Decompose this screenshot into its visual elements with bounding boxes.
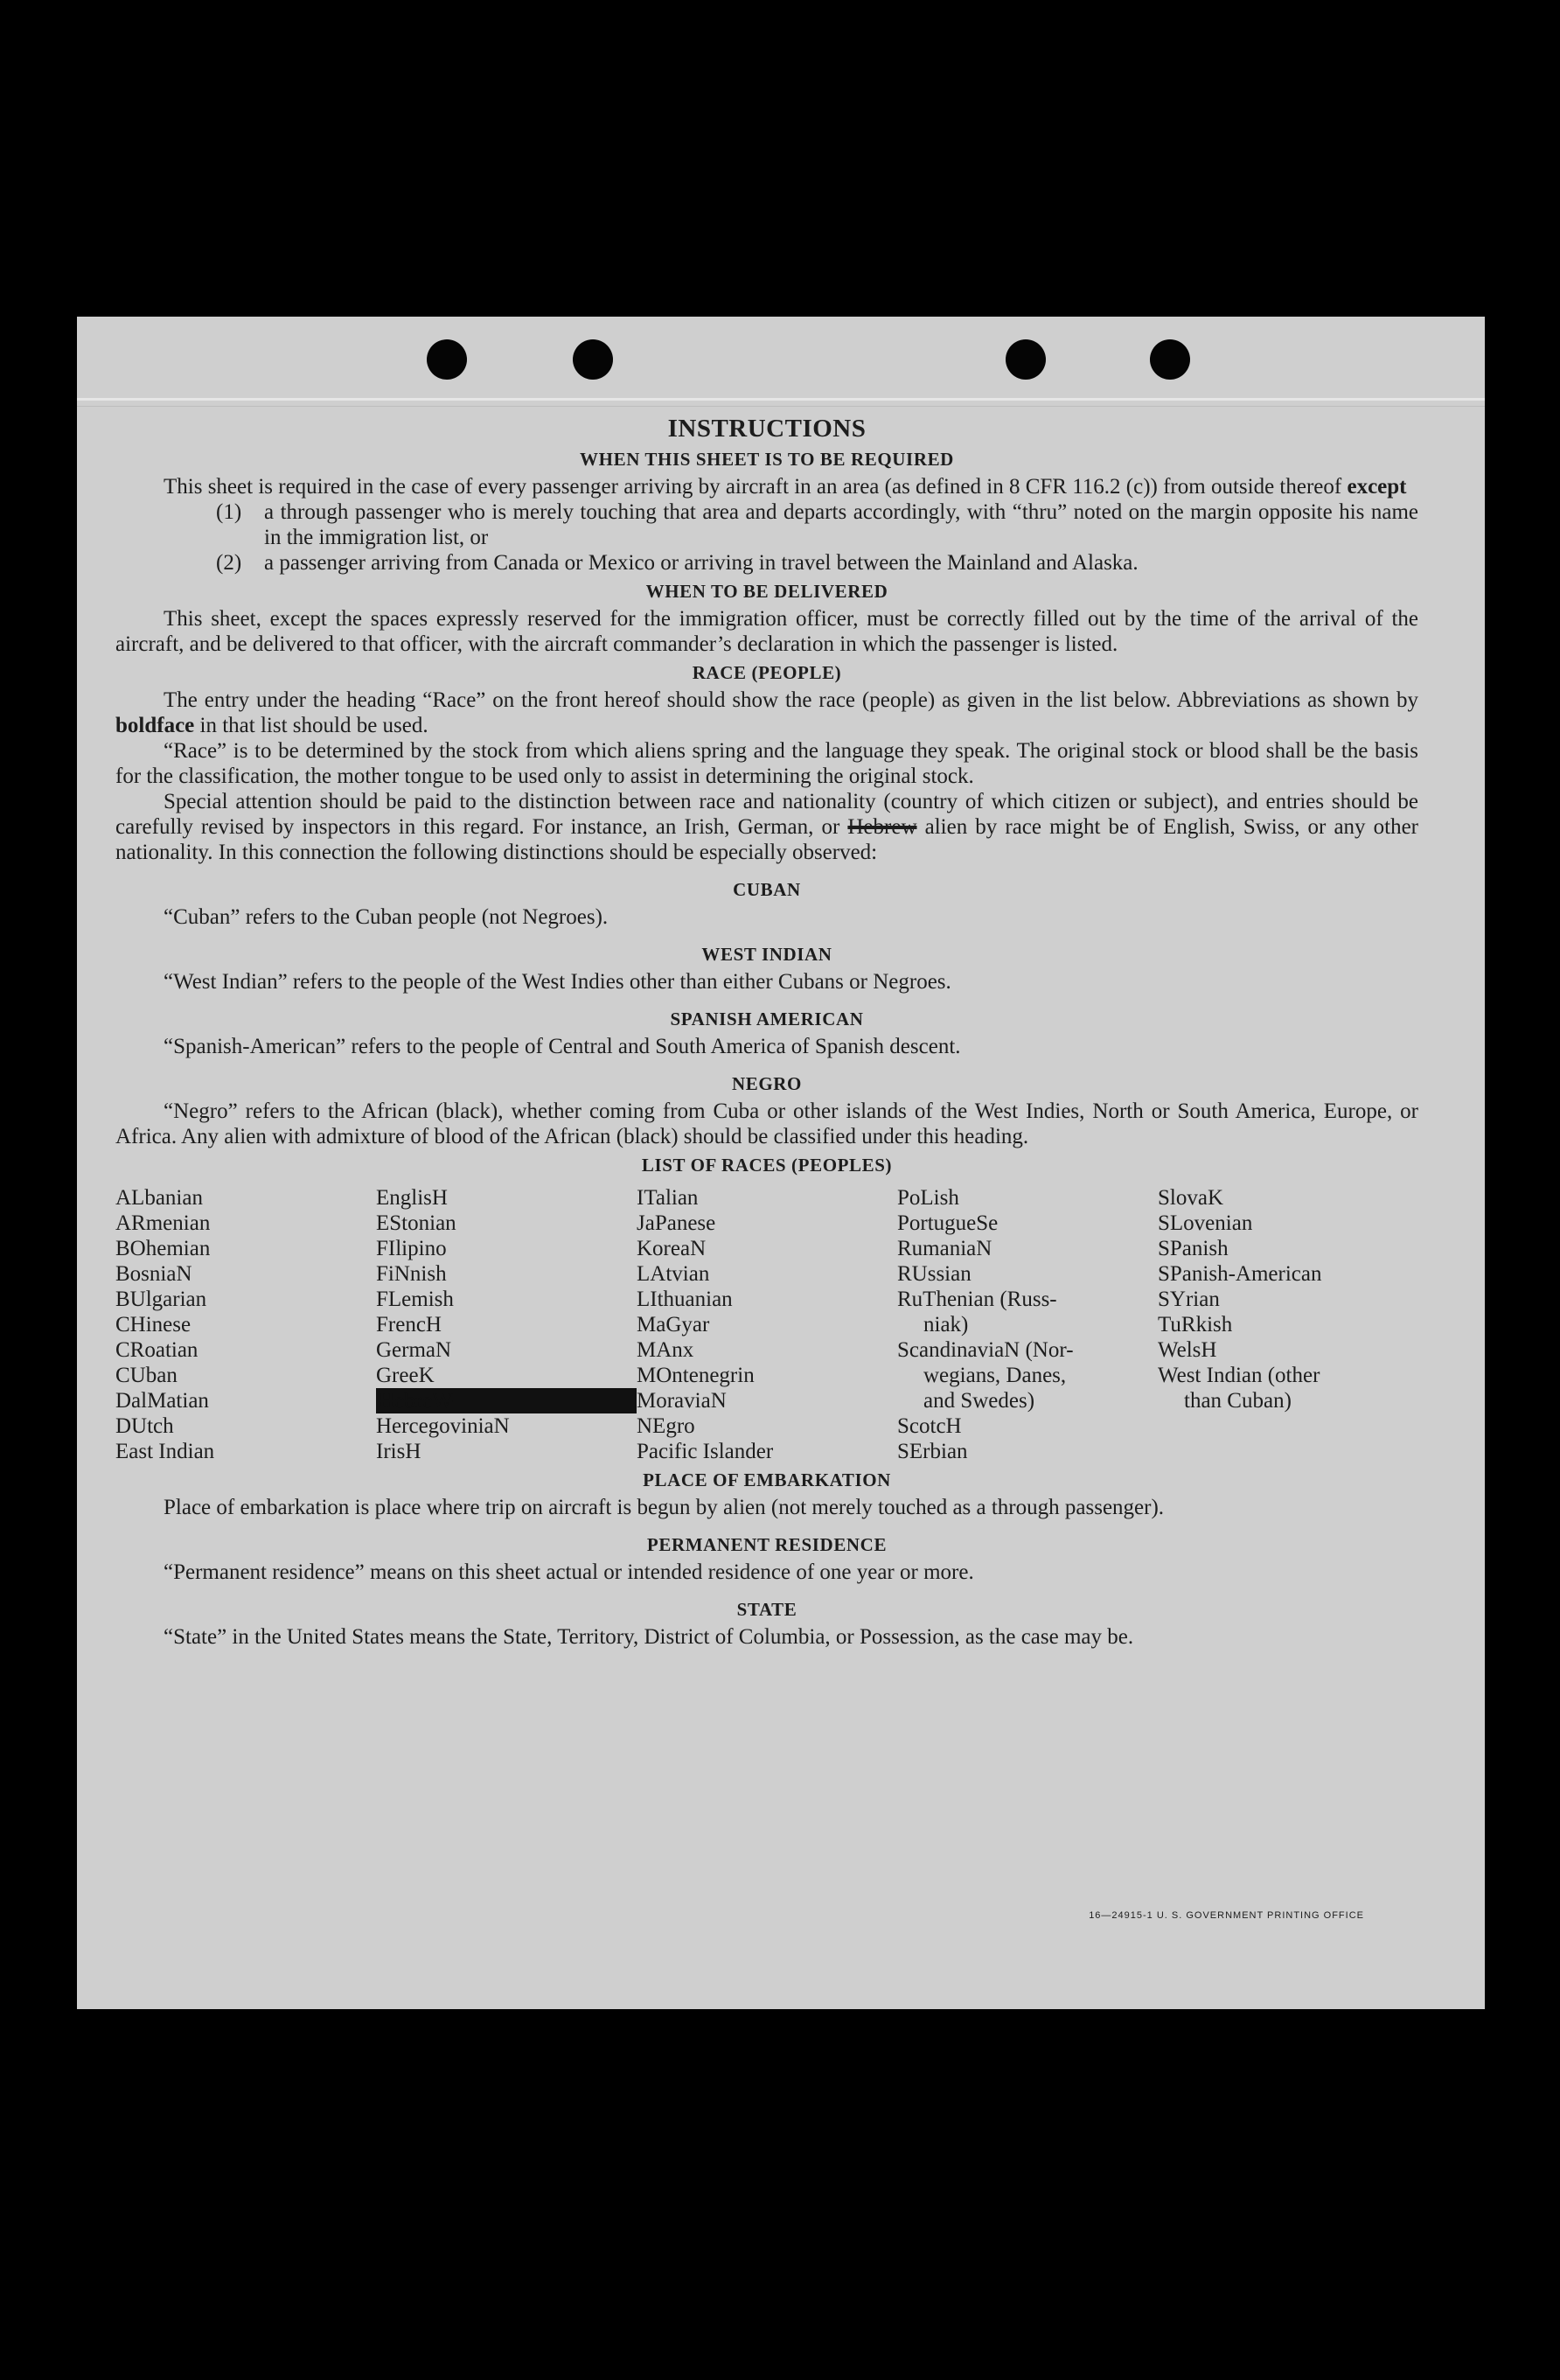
race-entry: BUlgarian	[115, 1288, 207, 1311]
race-entry: KoreaN	[637, 1237, 707, 1260]
punch-hole	[1006, 339, 1046, 380]
spanish-american-text: “Spanish-American” refers to the people of Central and South America of Spanish descent.	[164, 1035, 961, 1058]
section-heading-when-required: WHEN THIS SHEET IS TO BE REQUIRED	[580, 449, 954, 470]
race-entry: JaPanese	[637, 1211, 716, 1235]
race-entry: GreeK	[376, 1364, 435, 1387]
race-entry: Pacific Islander	[637, 1440, 774, 1463]
race-entry: LIthuanian	[637, 1288, 733, 1311]
races-column	[1158, 1185, 1418, 1464]
races-column	[637, 1185, 897, 1464]
races-column	[897, 1185, 1158, 1464]
race-entry: RumaniaN	[897, 1237, 992, 1260]
exception-item: (1) a through passenger who is merely touching that area and departs accordingly, with “thru” noted on the margin opposite his name in the immigration list, or	[216, 500, 1418, 549]
section-heading-spanish-american: SPANISH AMERICAN	[670, 1009, 864, 1029]
race-entry: FrencH	[376, 1313, 442, 1337]
section-heading-west-indian: WEST INDIAN	[701, 944, 832, 965]
race-entry: ScotcH	[897, 1414, 962, 1438]
race-entry: BosniaN	[115, 1262, 192, 1286]
perforation-line	[77, 398, 1485, 401]
race-entry: PoLish	[897, 1186, 959, 1210]
west-indian-text: “West Indian” refers to the people of the West Indies other than either Cubans or Negroes.	[164, 970, 951, 994]
race-entry: DalMatian	[115, 1389, 209, 1413]
race-entry: HercegoviniaN	[376, 1414, 510, 1438]
residence-text: “Permanent residence” means on this sheet actual or intended residence of one year or more.	[164, 1560, 974, 1584]
race-entry: BOhemian	[115, 1237, 211, 1260]
races-column	[376, 1185, 637, 1464]
when-delivered-text: This sheet, except the spaces expressly reserved for the immigration officer, must be correctly filled out by the time of the arrival of the aircraft, and be delivered to that officer, with the aircraft commander’s declaration in which the passenger is listed.	[115, 607, 1418, 656]
race-entry: GermaN	[376, 1338, 452, 1362]
race-entry: SYrian	[1158, 1288, 1220, 1311]
cuban-text: “Cuban” refers to the Cuban people (not Negroes).	[164, 905, 609, 929]
section-heading-cuban: CUBAN	[733, 879, 801, 900]
section-heading-embarkation: PLACE OF EMBARKATION	[643, 1469, 891, 1490]
state-text: “State” in the United States means the State, Territory, District of Columbia, or Possession, as the case may be.	[164, 1625, 1134, 1649]
instructions-content	[115, 415, 1418, 1650]
section-heading-state: STATE	[736, 1599, 797, 1620]
race-entry: NEgro	[637, 1414, 695, 1438]
race-entry: RuThenian (Russ-	[897, 1288, 1057, 1311]
races-column	[115, 1185, 376, 1464]
race-entry: DUtch	[115, 1414, 174, 1438]
section-heading-negro: NEGRO	[731, 1073, 802, 1094]
race-entry: CRoatian	[115, 1338, 198, 1362]
race-paragraph: “Race” is to be determined by the stock from which aliens spring and the language they speak. The original stock or blood shall be the basis for the classification, the mother tongue to be used only to assist in determining the original stock.	[115, 739, 1418, 788]
race-entry: and Swedes)	[923, 1389, 1035, 1413]
race-entry: SPanish-American	[1158, 1262, 1322, 1286]
exception-item: (2) a passenger arriving from Canada or Mexico or arriving in travel between the Mainland and Alaska.	[216, 551, 1139, 575]
race-paragraph: The entry under the heading “Race” on the front hereof should show the race (people) as given in the list below. Abbreviations as shown by boldface in that list should be used.	[115, 688, 1418, 737]
embarkation-text: Place of embarkation is place where trip on aircraft is begun by alien (not merely touched as a through passenger).	[164, 1496, 1165, 1519]
race-entry: SLovenian	[1158, 1211, 1253, 1235]
race-entry: wegians, Danes,	[923, 1364, 1067, 1387]
race-entry: CUban	[115, 1364, 178, 1387]
negro-text: “Negro” refers to the African (black), whether coming from Cuba or other islands of the West Indies, North or South America, Europe, or Africa. Any alien with admixture of blood of the African (black) should be classified under this heading.	[115, 1099, 1418, 1148]
race-entry: MOntenegrin	[637, 1364, 755, 1387]
race-entry: RUssian	[897, 1262, 972, 1286]
race-entry: ARmenian	[115, 1211, 211, 1235]
when-required-text: This sheet is required in the case of every passenger arriving by aircraft in an area (as defined in 8 CFR 116.2 (c)) from outside thereof except	[164, 475, 1407, 499]
race-entry: East Indian	[115, 1440, 215, 1463]
race-entry: EStonian	[376, 1211, 456, 1235]
race-entry: ScandinaviaN (Nor-	[897, 1338, 1074, 1362]
document-sheet	[77, 317, 1485, 2009]
race-entry: niak)	[923, 1313, 969, 1337]
section-heading-when-delivered: WHEN TO BE DELIVERED	[645, 581, 888, 602]
races-list	[115, 1185, 1418, 1464]
race-entry: than Cuban)	[1184, 1389, 1292, 1413]
page-title: INSTRUCTIONS	[667, 415, 867, 443]
section-heading-residence: PERMANENT RESIDENCE	[646, 1534, 888, 1555]
race-entry: West Indian (other	[1158, 1364, 1320, 1387]
race-entry: WelsH	[1158, 1338, 1217, 1362]
race-entry: SlovaK	[1158, 1186, 1223, 1210]
race-entry: MaGyar	[637, 1313, 710, 1337]
struck-word: Hebrew	[847, 815, 917, 839]
race-entry: FLemish	[376, 1288, 454, 1311]
punch-hole	[1150, 339, 1190, 380]
race-entry: MoraviaN	[637, 1389, 727, 1413]
punch-hole	[427, 339, 467, 380]
race-entry: FiNnish	[376, 1262, 447, 1286]
punch-hole	[573, 339, 613, 380]
race-entry: TuRkish	[1158, 1313, 1233, 1337]
section-heading-list-of-races: LIST OF RACES (PEOPLES)	[641, 1155, 893, 1176]
race-entry: HebreW	[376, 1388, 637, 1413]
race-entry: SErbian	[897, 1440, 968, 1463]
race-entry: CHinese	[115, 1313, 192, 1337]
race-entry: IrisH	[376, 1440, 421, 1463]
race-entry: ITalian	[637, 1186, 699, 1210]
race-entry: FIlipino	[376, 1237, 447, 1260]
race-paragraph: Special attention should be paid to the distinction between race and nationality (country of which citizen or subject), and entries should be carefully revised by inspectors in this regard. For instance, an Irish, German, or Hebrew alien by race might be of English, Swiss, or any other nationality. In this connection the following distinctions should be especially observed:	[115, 790, 1419, 864]
race-entry: SPanish	[1158, 1237, 1229, 1260]
race-entry: MAnx	[637, 1338, 694, 1362]
section-heading-race: RACE (PEOPLE)	[692, 662, 842, 683]
race-entry: EnglisH	[376, 1186, 448, 1210]
race-entry: PortugueSe	[897, 1211, 999, 1235]
race-entry: LAtvian	[637, 1262, 710, 1286]
perforation-line	[77, 406, 1485, 407]
printer-imprint: 16—24915-1 U. S. GOVERNMENT PRINTING OFFICE	[1089, 1910, 1364, 1921]
race-entry: ALbanian	[115, 1186, 203, 1210]
